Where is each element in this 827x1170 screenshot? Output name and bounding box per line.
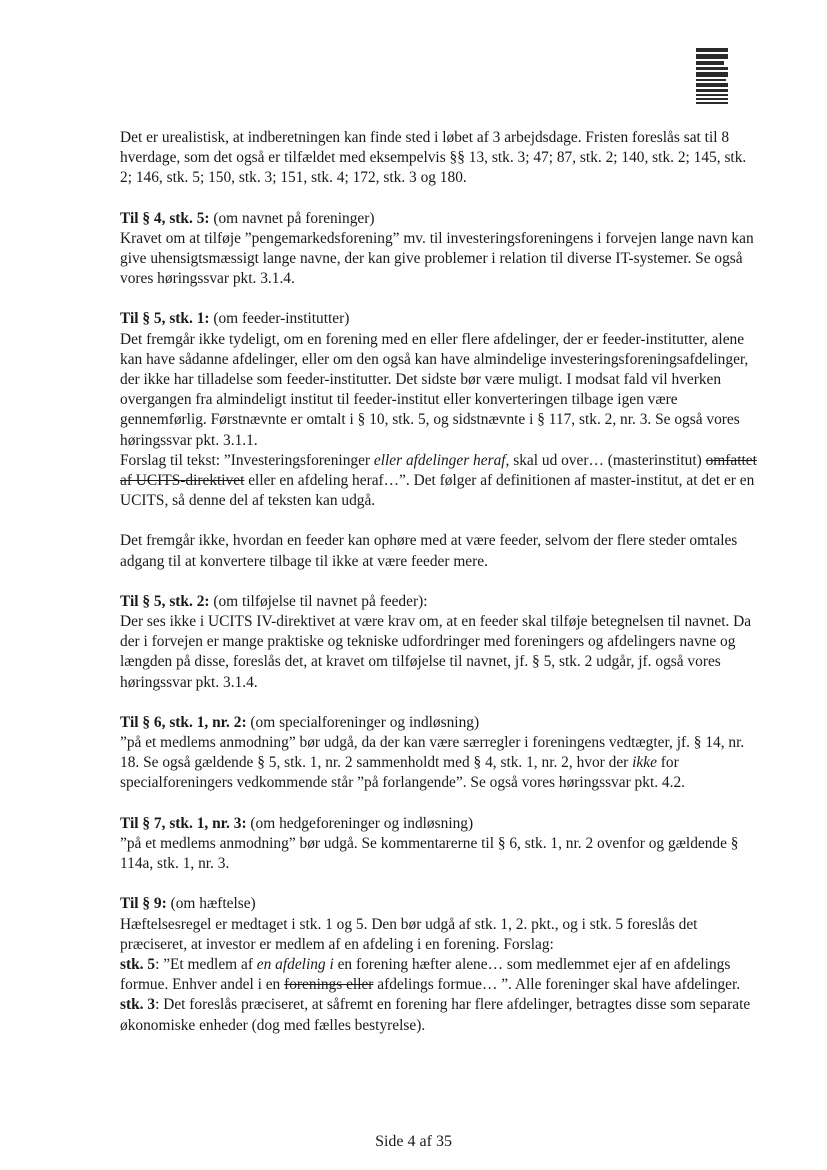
section-heading: Til § 9: — [120, 895, 167, 913]
section-subtitle: (om feeder-institutter) — [209, 310, 350, 328]
section-subtitle: (om navnet på foreninger) — [209, 209, 375, 227]
barcode-logo-icon — [696, 48, 728, 106]
proposal-text: Forslag til tekst: ”Investeringsforeninger eller afdelinger heraf, skal ud over… (masterinstitut) omfattet af UCITS-direktivet eller en afdeling heraf…”. Det følger af definitionen af master-institut, at det er en UCITS, så denne del af teksten kan udgå. — [120, 451, 757, 510]
section-body: Der ses ikke i UCITS IV-direktivet at være krav om, at en feeder skal tilføje betegnelsen til navnet. Da der i forvejen er mange praktiske og tekniske udfordringer med foreningers og afdelingers navne og længden på disse, foreslås det, at kravet om tilføjelse til navnet, jf. § 5, stk. 2 udgår, jf. også vores høringssvar pkt. 3.1.4. — [120, 613, 752, 691]
section-heading: Til § 5, stk. 1: — [120, 310, 210, 328]
section-heading: Til § 7, stk. 1, nr. 3: — [120, 814, 247, 832]
section-body: ”på et medlems anmodning” bør udgå, da der kan være særregler i foreningens vedtægter, jf. § 14, nr. 18. Se også gældende § 5, stk. 1, nr. 2 sammenholdt med § 4, stk. 1, nr. 2, hvor der ikke for specialforeningers vedkommende står ”på forlangende”. Se også vores høringssvar pkt. 4.2. — [120, 734, 745, 792]
section-5-stk-2 — [120, 592, 760, 693]
section-body: Kravet om at tilføje ”pengemarkedsforening” mv. til investeringsforeningens i forvejen lange navn kan give uhensigtsmæssigt lange navne, der kan give problemer i relation til diverse IT-systemer. Se også vores høringssvar pkt. 3.1.4. — [120, 229, 754, 288]
struck-text: forenings eller — [284, 976, 374, 994]
section-heading: Til § 5, stk. 2: — [120, 592, 210, 610]
section-7-stk-1-nr-3 — [120, 814, 760, 875]
struck-text: omfattet af UCITS-direktivet — [120, 451, 757, 490]
feeder-note-paragraph: Det fremgår ikke, hvordan en feeder kan ophøre med at være feeder, selvom der flere steder omtales adgang til at konvertere tilbage til ikke at være feeder mere. — [120, 532, 738, 570]
section-6-stk-1-nr-2 — [120, 713, 760, 794]
page-number: Side 4 af 35 — [375, 1133, 452, 1150]
stk-5-proposal: stk. 5: ”Et medlem af en afdeling i en forening hæfter alene… som medlemmet ejer af en afdelings formue. Enhver andel i en forenings eller afdelings formue… ”. Alle foreninger skal have afdelinger. — [120, 955, 741, 994]
intro-paragraph: Det er urealistisk, at indberetningen kan finde sted i løbet af 3 arbejdsdage. Fristen foreslås sat til 8 hverdage, som det også er tilfældet med eksempelvis §§ 13, stk. 3; 47; 87, stk. 2; 140, stk. 2; 145, stk. 2; 146, stk. 5; 150, stk. 3; 151, stk. 4; 172, stk. 3 og 180. — [120, 129, 747, 187]
section-9 — [120, 894, 760, 1035]
section-body: Det fremgår ikke tydeligt, om en forening med en eller flere afdelinger, der er feeder-institutter, alene kan have sådanne afdelinger, eller om den også kan have almindelige investeringsforeningsafdelinger, der ikke har tilladelse som feeder-institutter. Det sidste bør være muligt. I modsat fald vil hverken overgangen fra almindeligt institut til feeder-institut eller konverteringen tilbage igen være gennemførlig. Førstnævnte er omtalt i § 10, stk. 5, og sidstnævnte i § 117, stk. 2, nr. 3. Se også vores høringssvar pkt. 3.1.1. — [120, 330, 749, 449]
section-body: ”på et medlems anmodning” bør udgå. Se kommentarerne til § 6, stk. 1, nr. 2 ovenfor og gældende § 114a, stk. 1, nr. 3. — [120, 834, 739, 873]
section-body: Hæftelsesregel er medtaget i stk. 1 og 5. Den bør udgå af stk. 1, 2. pkt., og i stk. 5 foreslås det præciseret, at investor er medlem af en afdeling i en forening. Forslag: — [120, 915, 698, 953]
section-subtitle: (om tilføjelse til navnet på feeder): — [209, 592, 428, 610]
section-subtitle: (om hæftelse) — [166, 895, 256, 913]
section-5-stk-1 — [120, 309, 760, 511]
section-subtitle: (om hedgeforeninger og indløsning) — [246, 814, 474, 832]
section-heading: Til § 6, stk. 1, nr. 2: — [120, 713, 247, 731]
document-body — [120, 128, 760, 1056]
stk-3-proposal: stk. 3: Det foreslås præciseret, at såfremt en forening har flere afdelinger, betragtes disse som separate økonomiske enheder (dog med fælles bestyrelse). — [120, 996, 751, 1034]
section-4-stk-5 — [120, 209, 760, 290]
section-subtitle: (om specialforeninger og indløsning) — [246, 713, 480, 731]
section-heading: Til § 4, stk. 5: — [120, 209, 210, 227]
